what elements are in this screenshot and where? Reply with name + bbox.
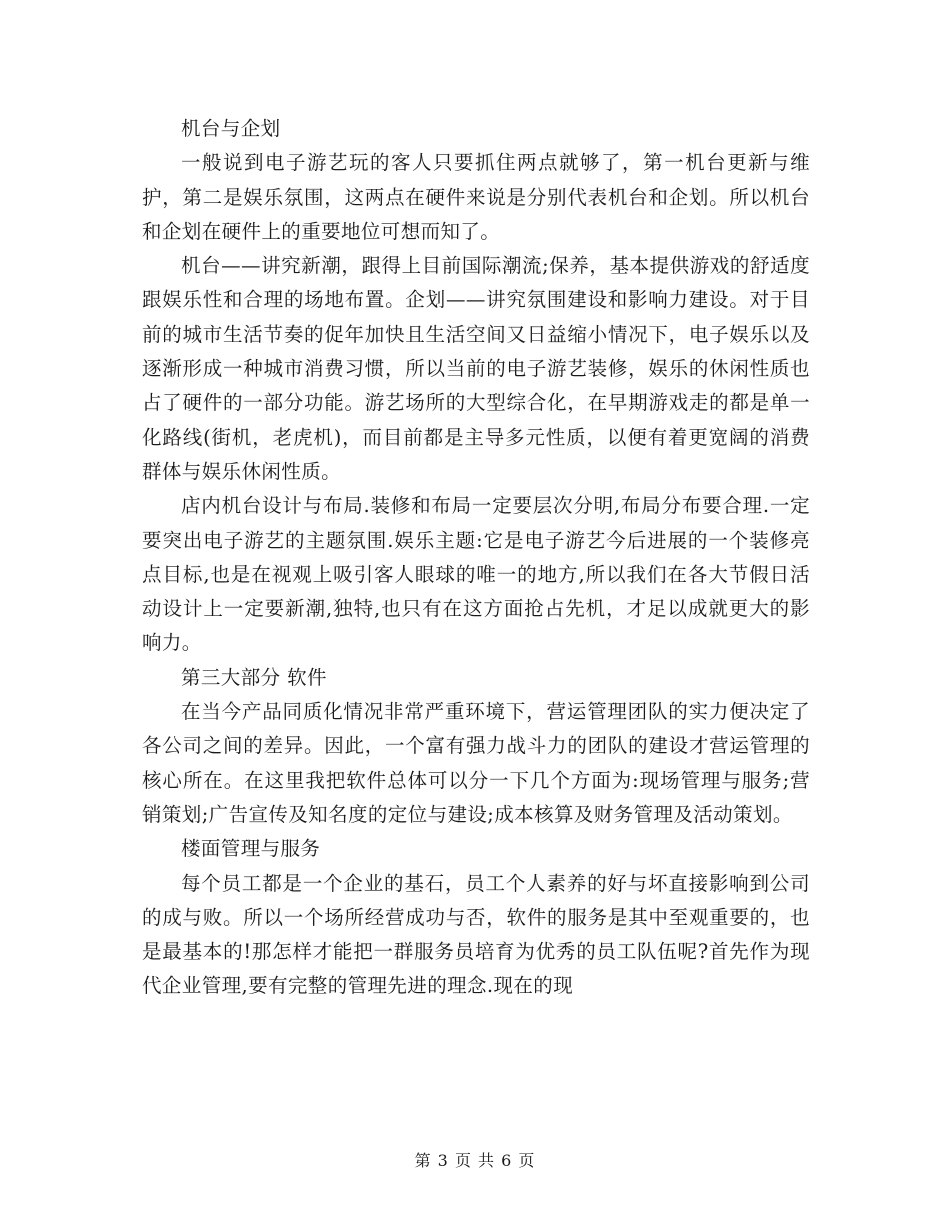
paragraph: 店内机台设计与布局.装修和布局一定要层次分明,布局分布要合理.一定要突出电子游艺的主题氛围.娱乐主题:它是电子游艺今后进展的一个装修亮点目标,也是在视观上吸引客人眼球的唯一的地方,所以我们在各大节假日活动设计上一定要新潮,独特,也只有在这方面抢占先机，才足以成就更大的影响力。: [142, 494, 810, 655]
paragraph: 在当今产品同质化情况非常严重环境下，营运管理团队的实力便决定了各公司之间的差异。因此，一个富有强力战斗力的团队的建设才营运管理的核心所在。在这里我把软件总体可以分一下几个方面为:现场管理与服务;营销策划;广告宣传及知名度的定位与建设;成本核算及财务管理及活动策划。: [142, 700, 810, 826]
paragraph: 一般说到电子游艺玩的客人只要抓住两点就够了，第一机台更新与维护，第二是娱乐氛围，这两点在硬件来说是分别代表机台和企划。所以机台和企划在硬件上的重要地位可想而知了。: [142, 151, 810, 243]
section-heading-floor-management: 楼面管理与服务: [181, 837, 321, 861]
page-number-footer: 第 3 页 共 6 页: [414, 1151, 536, 1170]
document-body: [142, 112, 810, 1004]
paragraph: 每个员工都是一个企业的基石，员工个人素养的好与坏直接影响到公司的成与败。所以一个场所经营成功与否，软件的服务是其中至观重要的，也是最基本的!那怎样才能把一群服务员培育为优秀的员工队伍呢?首先作为现代企业管理,要有完整的管理先进的理念.现在的现: [142, 871, 810, 998]
section-heading-machines-and-planning: 机台与企划: [181, 117, 281, 140]
paragraph: 机台——讲究新潮，跟得上目前国际潮流;保养，基本提供游戏的舒适度跟娱乐性和合理的场地布置。企划——讲究氛围建设和影响力建设。对于目前的城市生活节奏的促年加快且生活空间又日益缩小情况下，电子娱乐以及逐渐形成一种城市消费习惯，所以当前的电子游艺装修，娱乐的休闲性质也占了硬件的一部分功能。游艺场所的大型综合化，在早期游戏走的都是单一化路线(街机，老虎机)，而目前都是主导多元性质，以便有着更宽阔的消费群体与娱乐休闲性质。: [142, 254, 810, 483]
section-heading-part-three-software: 第三大部分 软件: [181, 665, 327, 689]
